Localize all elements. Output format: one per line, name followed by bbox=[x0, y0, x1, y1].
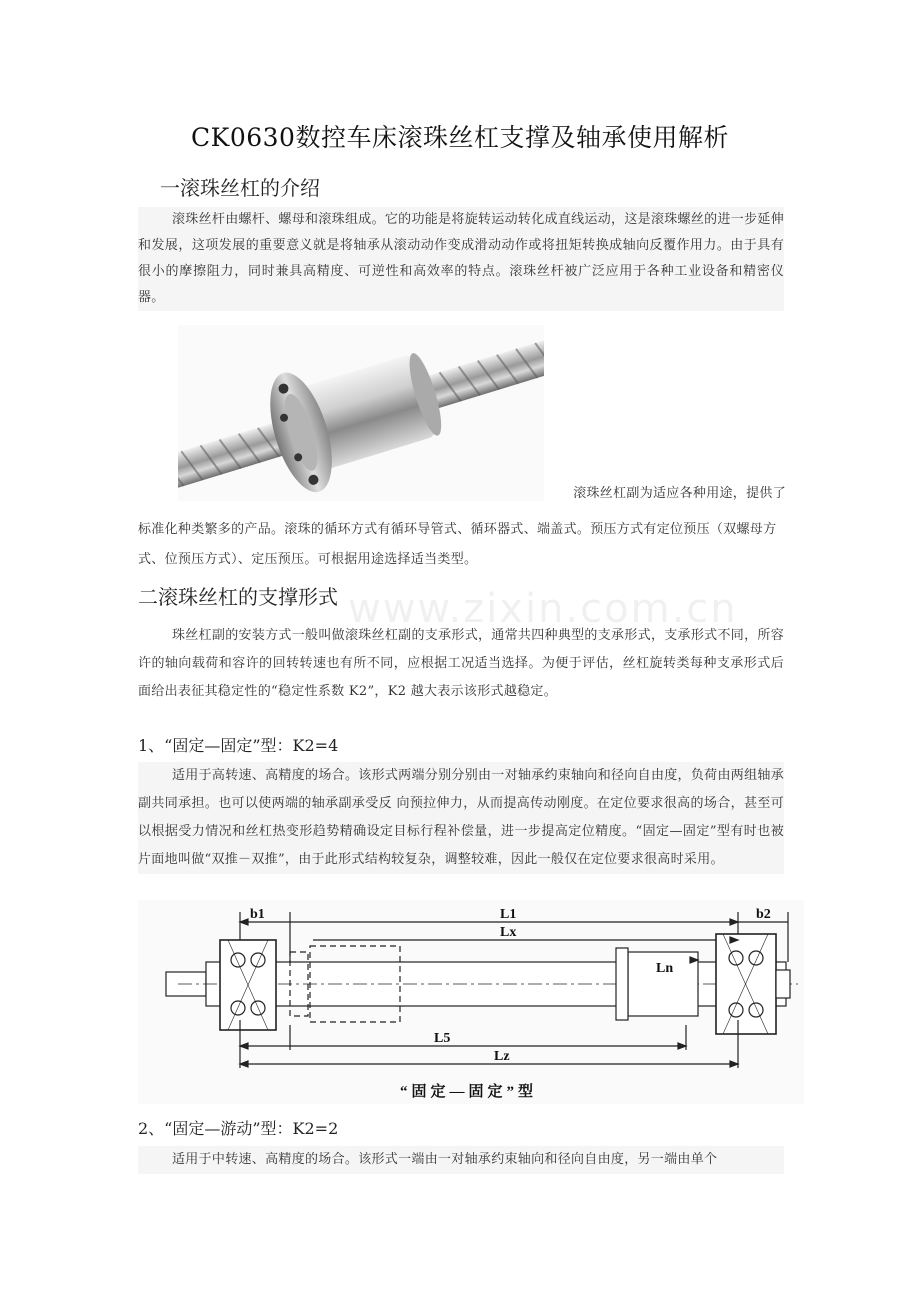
diagram-caption: “固定—固定”型 bbox=[400, 1084, 538, 1100]
dim-label-ln: Ln bbox=[656, 961, 674, 976]
support-structure-drawing bbox=[138, 900, 804, 1104]
watermark-text: www.zixin.com.cn bbox=[348, 586, 738, 632]
support-paragraph: 珠丝杠副的安装方式一般叫做滚珠丝杠副的支承形式，通常共四种典型的支承形式，支承形式不同，所容许的轴向载荷和容许的回转转速也有所不同，应根据工况适当选择。为便于评估，丝杠旋转类每种支承形式后面给出表征其稳定性的“稳定性系数 K2”，K2 越大表示该形式越稳定。 bbox=[138, 628, 784, 699]
type2-paragraph: 适用于中转速、高精度的场合。该形式一端由一对轴承约束轴向和径向自由度，另一端由单个 bbox=[138, 1146, 784, 1174]
section-heading-intro: 一滚珠丝杠的介绍 bbox=[160, 176, 320, 200]
type1-paragraph: 适用于高转速、高精度的场合。该形式两端分别分别由一对轴承约束轴向和径向自由度，负荷由两组轴承副共同承担。也可以使两端的轴承副承受反 向预拉伸力，从而提高传动刚度。在定位要求很高的场合，甚至可以根据受力情况和丝杠热变形趋势精确设定目标行程补偿量，进一步提高定位精度。“固定—固定”型有时也被 片面地叫做“双推－双推”，由于此形式结构较复杂，调整较难，因此一般仅在定位要求很高时采用。 bbox=[138, 762, 784, 874]
ball-screw-photo bbox=[178, 325, 544, 501]
intro-paragraph: 滚珠丝杆由螺杆、螺母和滚珠组成。它的功能是将旋转运动转化成直线运动，这是滚珠螺丝的进一步延伸和发展，这项发展的重要意义就是将轴承从滚动动作变成滑动动作或将扭矩转换成轴向反覆作用力。由于具有很小的摩擦阻力，同时兼具高精度、可逆性和高效率的特点。滚珠丝杆被广泛应用于各种工业设备和精密仪器。 bbox=[138, 207, 784, 311]
dim-label-lx: Lx bbox=[500, 925, 517, 940]
intro-paragraph-continued: 标准化种类繁多的产品。滚珠的循环方式有循环导管式、循环器式、端盖式。预压方式有定位预压（双螺母方式、位预压方式）、定压预压。可根据用途选择适当类型。 bbox=[138, 522, 777, 567]
dim-label-b1: b1 bbox=[250, 907, 265, 922]
ball-screw-illustration bbox=[178, 325, 544, 501]
fixed-fixed-diagram bbox=[138, 900, 804, 1104]
dim-label-lz: Lz bbox=[494, 1049, 510, 1064]
type1-heading: 1、“固定—固定”型：K2=4 bbox=[138, 736, 339, 755]
dim-label-b2: b2 bbox=[756, 907, 771, 922]
image-trailing-text: 滚珠丝杠副为适应各种用途，提供了 bbox=[573, 486, 786, 501]
page-title: CK0630数控车床滚珠丝杠支撑及轴承使用解析 bbox=[191, 123, 729, 152]
dim-label-l1: L1 bbox=[500, 907, 517, 922]
section-heading-support: 二滚珠丝杠的支撑形式 bbox=[138, 585, 338, 609]
type2-heading: 2、“固定—游动”型：K2=2 bbox=[138, 1119, 339, 1138]
dim-label-l5: L5 bbox=[434, 1031, 451, 1046]
